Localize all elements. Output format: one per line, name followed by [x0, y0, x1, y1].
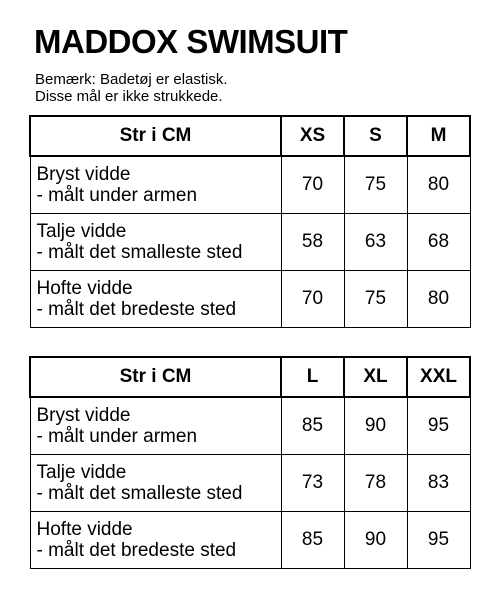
table-cell: 80 — [407, 156, 470, 213]
row-label-detail: - målt under armen — [36, 425, 198, 447]
page-title: MADDOX SWIMSUIT — [34, 23, 348, 60]
row-label — [30, 454, 281, 511]
row-label — [30, 213, 281, 270]
table-cell: 75 — [344, 156, 407, 213]
row-label-title: Hofte vidde — [36, 277, 133, 299]
row-label-detail: - målt det bredeste sted — [36, 298, 237, 320]
table-cell: 73 — [281, 454, 344, 511]
table-cell: 68 — [407, 213, 470, 270]
table-cell: 85 — [281, 397, 344, 454]
table-row — [30, 397, 470, 454]
table-cell: 95 — [407, 397, 470, 454]
header-label: Str i CM — [30, 116, 281, 156]
header-size: XS — [281, 116, 344, 156]
table-cell: 63 — [344, 213, 407, 270]
table-cell: 83 — [407, 454, 470, 511]
table-cell: 58 — [281, 213, 344, 270]
table-row — [30, 454, 470, 511]
table-cell: 78 — [344, 454, 407, 511]
header-size: M — [407, 116, 470, 156]
note-line-2: Disse mål er ikke strukkede. — [35, 88, 223, 105]
table-cell: 70 — [281, 270, 344, 327]
row-label — [30, 397, 281, 454]
row-label-title: Bryst vidde — [36, 404, 131, 426]
table-cell: 70 — [281, 156, 344, 213]
note-line-1: Bemærk: Badetøj er elastisk. — [35, 71, 228, 88]
table-header-row — [30, 357, 470, 397]
row-label-detail: - målt under armen — [36, 184, 198, 206]
table-row — [30, 213, 470, 270]
table-row — [30, 270, 470, 327]
row-label — [30, 270, 281, 327]
row-label-detail: - målt det smalleste sted — [36, 241, 243, 263]
table-cell: 75 — [344, 270, 407, 327]
table-cell: 85 — [281, 511, 344, 568]
table-cell: 90 — [344, 397, 407, 454]
row-label-title: Bryst vidde — [36, 163, 131, 185]
elastic-note — [35, 71, 228, 105]
table-cell: 80 — [407, 270, 470, 327]
table-cell: 90 — [344, 511, 407, 568]
row-label-title: Talje vidde — [36, 461, 127, 483]
size-table-2 — [29, 356, 471, 569]
header-size: S — [344, 116, 407, 156]
header-size: XXL — [407, 357, 470, 397]
row-label-detail: - målt det smalleste sted — [36, 482, 243, 504]
table-row — [30, 511, 470, 568]
table-header-row — [30, 116, 470, 156]
size-table-1 — [29, 115, 471, 328]
header-size: L — [281, 357, 344, 397]
header-size: XL — [344, 357, 407, 397]
header-label: Str i CM — [30, 357, 281, 397]
row-label — [30, 156, 281, 213]
table-cell: 95 — [407, 511, 470, 568]
row-label-title: Talje vidde — [36, 220, 127, 242]
row-label — [30, 511, 281, 568]
row-label-detail: - målt det bredeste sted — [36, 539, 237, 561]
table-row — [30, 156, 470, 213]
row-label-title: Hofte vidde — [36, 518, 133, 540]
